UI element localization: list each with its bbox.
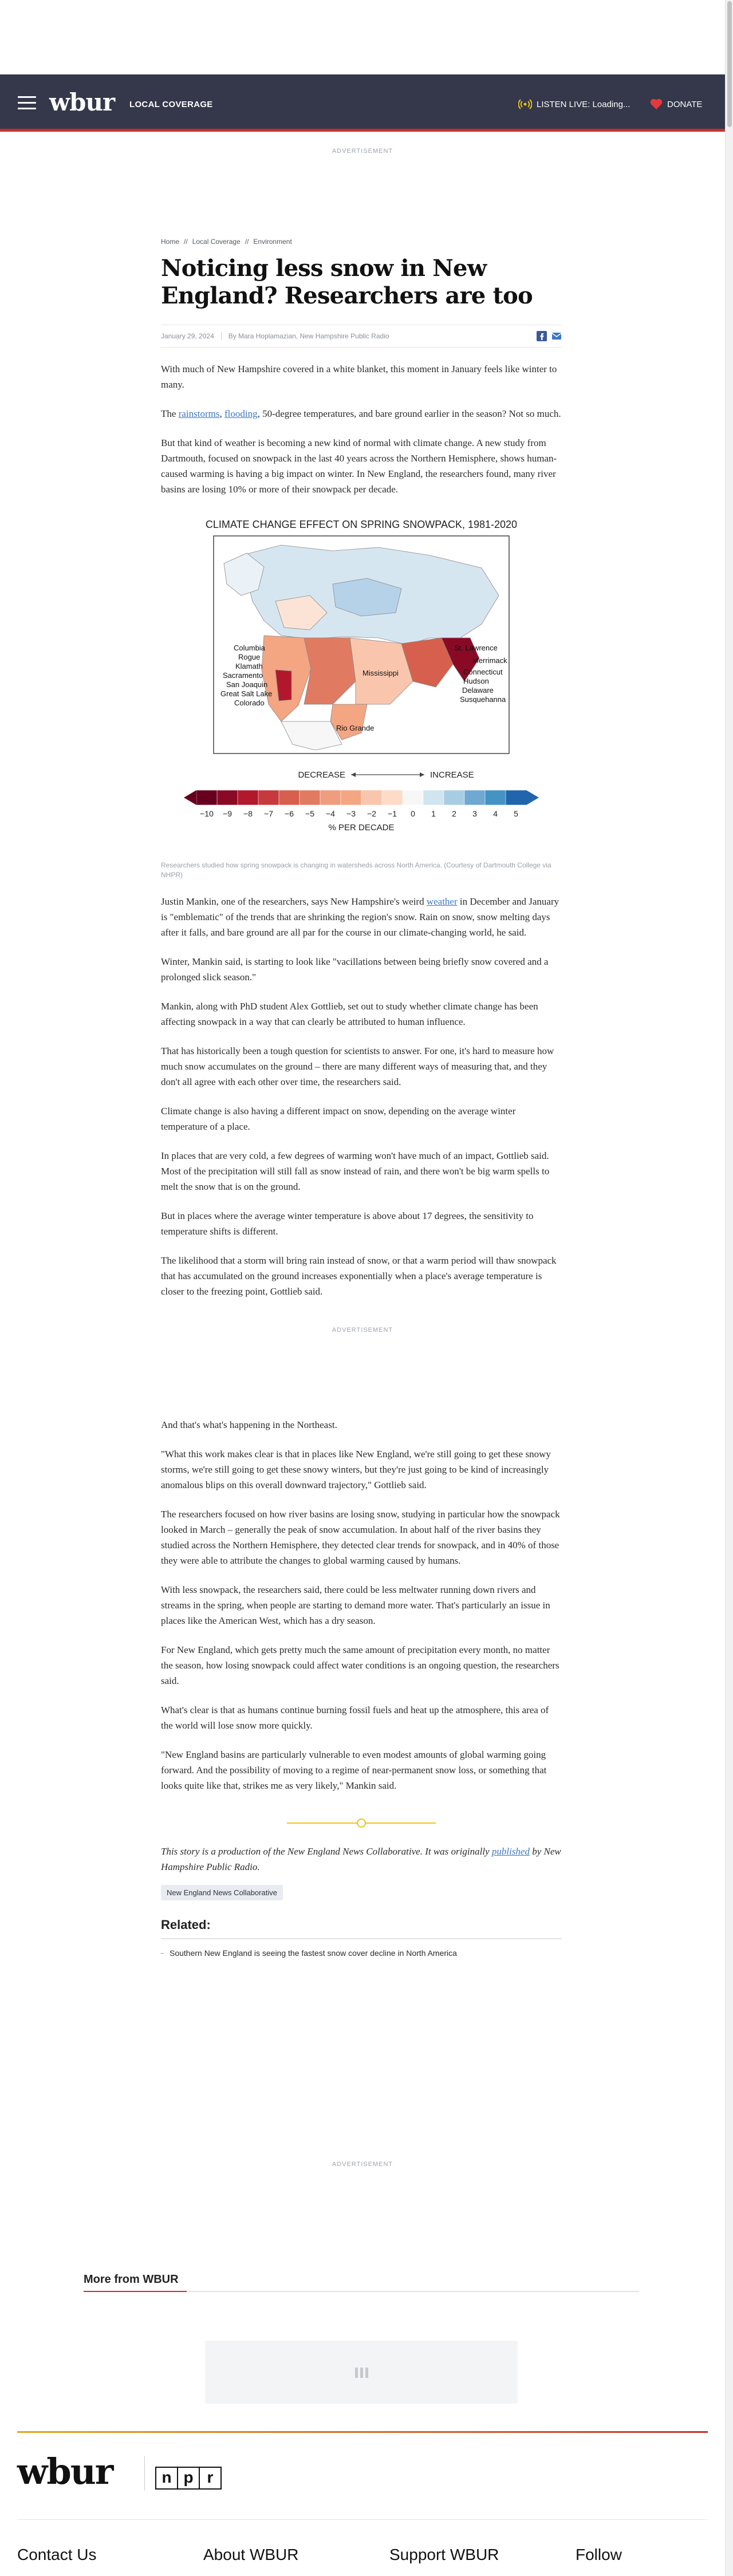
scale-swatch: [423, 790, 444, 805]
weather-link[interactable]: weather: [426, 896, 458, 907]
related-item[interactable]: [161, 1948, 562, 1958]
radio-waves-icon: [518, 98, 532, 110]
scale-tick-label: 2: [452, 809, 456, 818]
ad-label: ADVERTISEMENT: [332, 1327, 393, 1334]
footer-divider: [17, 2519, 708, 2520]
paragraph: Mankin, along with PhD student Alex Gottlieb, set out to study whether climate change has been affecting snowpack in a way that can clearly be attributed to human influence.: [161, 1001, 538, 1027]
scale-swatch: [341, 790, 362, 805]
text-run: Justin Mankin, one of the researchers, says New Hampshire's weird: [161, 896, 427, 907]
more-from-wbur-heading: More from WBUR: [84, 2273, 639, 2292]
article: [161, 238, 562, 1958]
donate-button[interactable]: [650, 98, 702, 110]
scale-tick-label: −1: [388, 809, 397, 818]
map-label: Mississippi: [362, 669, 399, 677]
paragraph: With much of New Hampshire covered in a white blanket, this moment in January feels like winter to many.: [161, 364, 557, 390]
menu-icon[interactable]: [18, 96, 36, 110]
paragraph: The researchers focused on how river basins are losing snow, studying in particular how the snowpack looked in March – generally the peak of snow accumulation. In about half of the river basins they studied across the Northern Hemisphere, they detected clear trends for snowpack, and in 40% of those they were able to attribute the changes to global warming caused by humans.: [161, 1509, 560, 1566]
listen-live-button[interactable]: [518, 98, 630, 110]
scale-swatch: [279, 790, 300, 805]
scale-tick-label: 4: [493, 809, 498, 818]
scale-tick-label: −2: [367, 809, 376, 818]
scale-tick-label: 0: [411, 809, 415, 818]
npr-letter: n: [155, 2467, 178, 2490]
text-run: ,: [219, 408, 224, 419]
paragraph: In places that are very cold, a few degrees of warming won't have much of an impact, Gottlieb said. Most of the precipitation will still fall as snow instead of rain, and there won't be big warm spells to melt the snow that is on the ground.: [161, 1150, 550, 1192]
scrollbar-thumb[interactable]: [727, 1, 732, 127]
page-title: Noticing less snow in New England? Researchers are too: [161, 255, 533, 309]
breadcrumb-environment[interactable]: Environment: [253, 238, 292, 246]
story-credit: [161, 1844, 562, 1875]
article-author: By Mara Hoplamazian, New Hampshire Public Radio: [228, 332, 389, 340]
map-label: St. Lawrence: [454, 644, 498, 652]
map-label: Hudson: [463, 677, 489, 685]
rainstorms-link[interactable]: rainstorms: [178, 408, 220, 419]
flooding-link[interactable]: flooding: [224, 408, 258, 419]
scale-swatch: [217, 790, 238, 805]
npr-logo[interactable]: [155, 2467, 220, 2490]
footer-rule: [17, 2431, 708, 2433]
scale-swatch: [320, 790, 341, 805]
paragraph: [161, 406, 562, 421]
scale-swatch: [506, 790, 527, 805]
scale-tick-label: −7: [264, 809, 273, 818]
loading-placeholder: [205, 2341, 518, 2404]
decrease-label: DECREASE: [298, 770, 345, 780]
scrollbar[interactable]: [725, 0, 733, 2576]
map-label: Sacramento: [223, 671, 263, 680]
npr-letter: p: [177, 2467, 200, 2490]
map-label: Merrimack: [472, 656, 507, 665]
scale-tick-label: −9: [223, 809, 232, 818]
map-label: Colorado: [234, 699, 265, 707]
scale-tick-label: 5: [514, 809, 518, 818]
scale-swatch: [258, 790, 279, 805]
scale-arrow-right: [526, 790, 539, 805]
footer-wbur-logo[interactable]: wbur: [17, 2451, 113, 2492]
unit-label: % PER DECADE: [328, 823, 395, 833]
breadcrumb: [161, 238, 562, 246]
published-link[interactable]: published: [491, 1846, 530, 1857]
paragraph: And that's what's happening in the Northeast.: [161, 1419, 337, 1430]
map-label: San Joaquin: [226, 680, 268, 689]
map-label: Rio Grande: [336, 724, 375, 732]
scale-swatch: [196, 790, 218, 805]
email-share-icon[interactable]: [551, 331, 562, 341]
donate-label: DONATE: [667, 99, 703, 109]
scale-tick-label: −5: [305, 809, 314, 818]
footer-link-follow[interactable]: Follow: [576, 2546, 622, 2563]
paragraph: With less snowpack, the researchers said, there could be less meltwater running down rivers and streams in the spring, when people are starting to demand more water. That's particularly an issue in places like the American West, which has a dry season.: [161, 1584, 550, 1626]
text-run: in December and January is "emblematic" of the trends that are shrinking the region's snow. Rain on snow, snow melting days after it falls, and bare ground are all par for the course in our climate-changing world, he said.: [161, 896, 559, 938]
text-run: This story is a production of the New England News Collaborative. It was originally: [161, 1846, 492, 1857]
color-scale: [184, 790, 539, 818]
quote-paragraph: "What this work makes clear is that in places like New England, we're still going to get these snowy storms, we're still going to get these snowy winters, but they're just going to be kind of increasingly anomalous blips on this overall downward trajectory," Gottlieb said.: [161, 1449, 551, 1490]
scale-swatch: [361, 790, 383, 805]
scale-tick-label: 1: [431, 809, 436, 818]
paragraph: What's clear is that as humans continue burning fossil fuels and heat up the atmosphere, this area of the world will lose snow more quickly.: [161, 1705, 549, 1731]
article-date: January 29, 2024: [161, 332, 214, 340]
scale-tick-label: −6: [285, 809, 294, 818]
paragraph: But in places where the average winter temperature is above about 17 degrees, the sensitivity to temperature shifts is different.: [161, 1210, 534, 1237]
scale-swatch: [238, 790, 259, 805]
paragraph: But that kind of weather is becoming a new kind of normal with climate change. A new study from Dartmouth, focused on snowpack in the last 40 years across the Northern Hemisphere, shows human-caused warming is having a big impact on winter. In New England, the researchers found, many river basins are losing 10% or more of their snowpack per decade.: [161, 437, 557, 495]
footer-link-support[interactable]: Support WBUR: [389, 2546, 499, 2563]
paragraph: Winter, Mankin said, is starting to look like "vacillations between being briefly snow covered and a prolonged slick season.": [161, 956, 549, 983]
map-label: Great Salt Lake: [220, 689, 273, 698]
map-label: Columbia: [234, 644, 265, 652]
heart-icon: [650, 98, 663, 110]
ad-label: ADVERTISEMENT: [332, 2161, 393, 2168]
map-label: Rogue: [238, 653, 261, 661]
paragraph: That has historically been a tough question for scientists to answer. For one, it's hard to measure how much snow accumulates on the ground – there are many different ways of measuring that, and they don't all agree with each other over time, the researchers said.: [161, 1046, 554, 1087]
map-title: CLIMATE CHANGE EFFECT ON SPRING SNOWPACK, 1981-2020: [205, 519, 518, 530]
breadcrumb-separator: //: [184, 238, 188, 246]
scale-swatch: [464, 790, 486, 805]
increase-label: INCREASE: [430, 770, 474, 780]
scale-tick-label: 3: [472, 809, 477, 818]
scale-swatch: [403, 790, 424, 805]
section-label[interactable]: LOCAL COVERAGE: [129, 100, 213, 109]
text-run: The: [161, 408, 179, 419]
wbur-logo[interactable]: wbur: [49, 88, 115, 116]
snowpack-map: [161, 515, 562, 853]
paragraph: For New England, which gets pretty much the same amount of precipitation every month, no matter the season, how losing snowpack could affect water conditions is an ongoing question, the researchers said.: [161, 1644, 559, 1686]
scale-tick-label: −3: [346, 809, 356, 818]
topic-tag[interactable]: New England News Collaborative: [161, 1885, 283, 1900]
related-item-label[interactable]: Southern New England is seeing the fastest snow cover decline in North America: [170, 1948, 457, 1958]
map-label: Klamath: [235, 662, 263, 670]
map-label: Connecticut: [463, 668, 503, 676]
related-heading: Related:: [161, 1918, 562, 1939]
footer-link-about[interactable]: About WBUR: [203, 2546, 299, 2563]
scale-tick-label: −4: [326, 809, 335, 818]
footer-link-contact[interactable]: Contact Us: [17, 2546, 97, 2563]
breadcrumb-home[interactable]: Home: [161, 238, 180, 246]
breadcrumb-local-coverage[interactable]: Local Coverage: [192, 238, 241, 246]
scale-swatch: [485, 790, 506, 805]
figure-caption: Researchers studied how spring snowpack is changing in watersheds across North America. (Courtesy of Dartmouth College via NHPR): [161, 861, 551, 879]
site-header: [0, 74, 725, 132]
snowpack-map-figure: [161, 515, 562, 880]
footer-logo-divider: [144, 2456, 145, 2491]
byline-bar: [161, 325, 562, 348]
scale-swatch: [299, 790, 321, 805]
text-run: by New Hampshire Public Radio.: [161, 1846, 561, 1872]
paragraph: The likelihood that a storm will bring rain instead of snow, or that a warm period will thaw snowpack that has accumulated on the ground increases exponentially when a place's average temperature is closer to the freezing point, Gottlieb said.: [161, 1255, 557, 1297]
facebook-share-icon[interactable]: [537, 331, 547, 341]
scale-swatch: [444, 790, 465, 805]
paragraph: Climate change is also having a different impact on snow, depending on the average winter temperature of a place.: [161, 1106, 516, 1132]
scale-tick-label: −8: [243, 809, 253, 818]
map-label: Susquehanna: [460, 695, 506, 704]
paragraph: [161, 894, 562, 940]
text-run: , 50-degree temperatures, and bare ground earlier in the season? Not so much.: [257, 408, 561, 419]
quote-paragraph: "New England basins are particularly vulnerable to even modest amounts of global warming going forward. And the possibility of moving to a regime of near-permanent snow loss, or something that looks quite like that, strikes me as very likely," Mankin said.: [161, 1749, 547, 1791]
ad-label: ADVERTISEMENT: [332, 148, 393, 155]
scale-arrow-left: [184, 790, 196, 805]
breadcrumb-separator: //: [245, 238, 249, 246]
loading-icon: [355, 2368, 368, 2378]
listen-live-label: LISTEN LIVE: Loading...: [537, 99, 630, 109]
scale-tick-label: −10: [200, 809, 214, 818]
section-divider: [287, 1818, 436, 1828]
npr-letter: r: [199, 2467, 222, 2490]
map-label: Delaware: [462, 686, 494, 695]
scale-swatch: [382, 790, 403, 805]
inline-ad: [161, 1299, 562, 1403]
